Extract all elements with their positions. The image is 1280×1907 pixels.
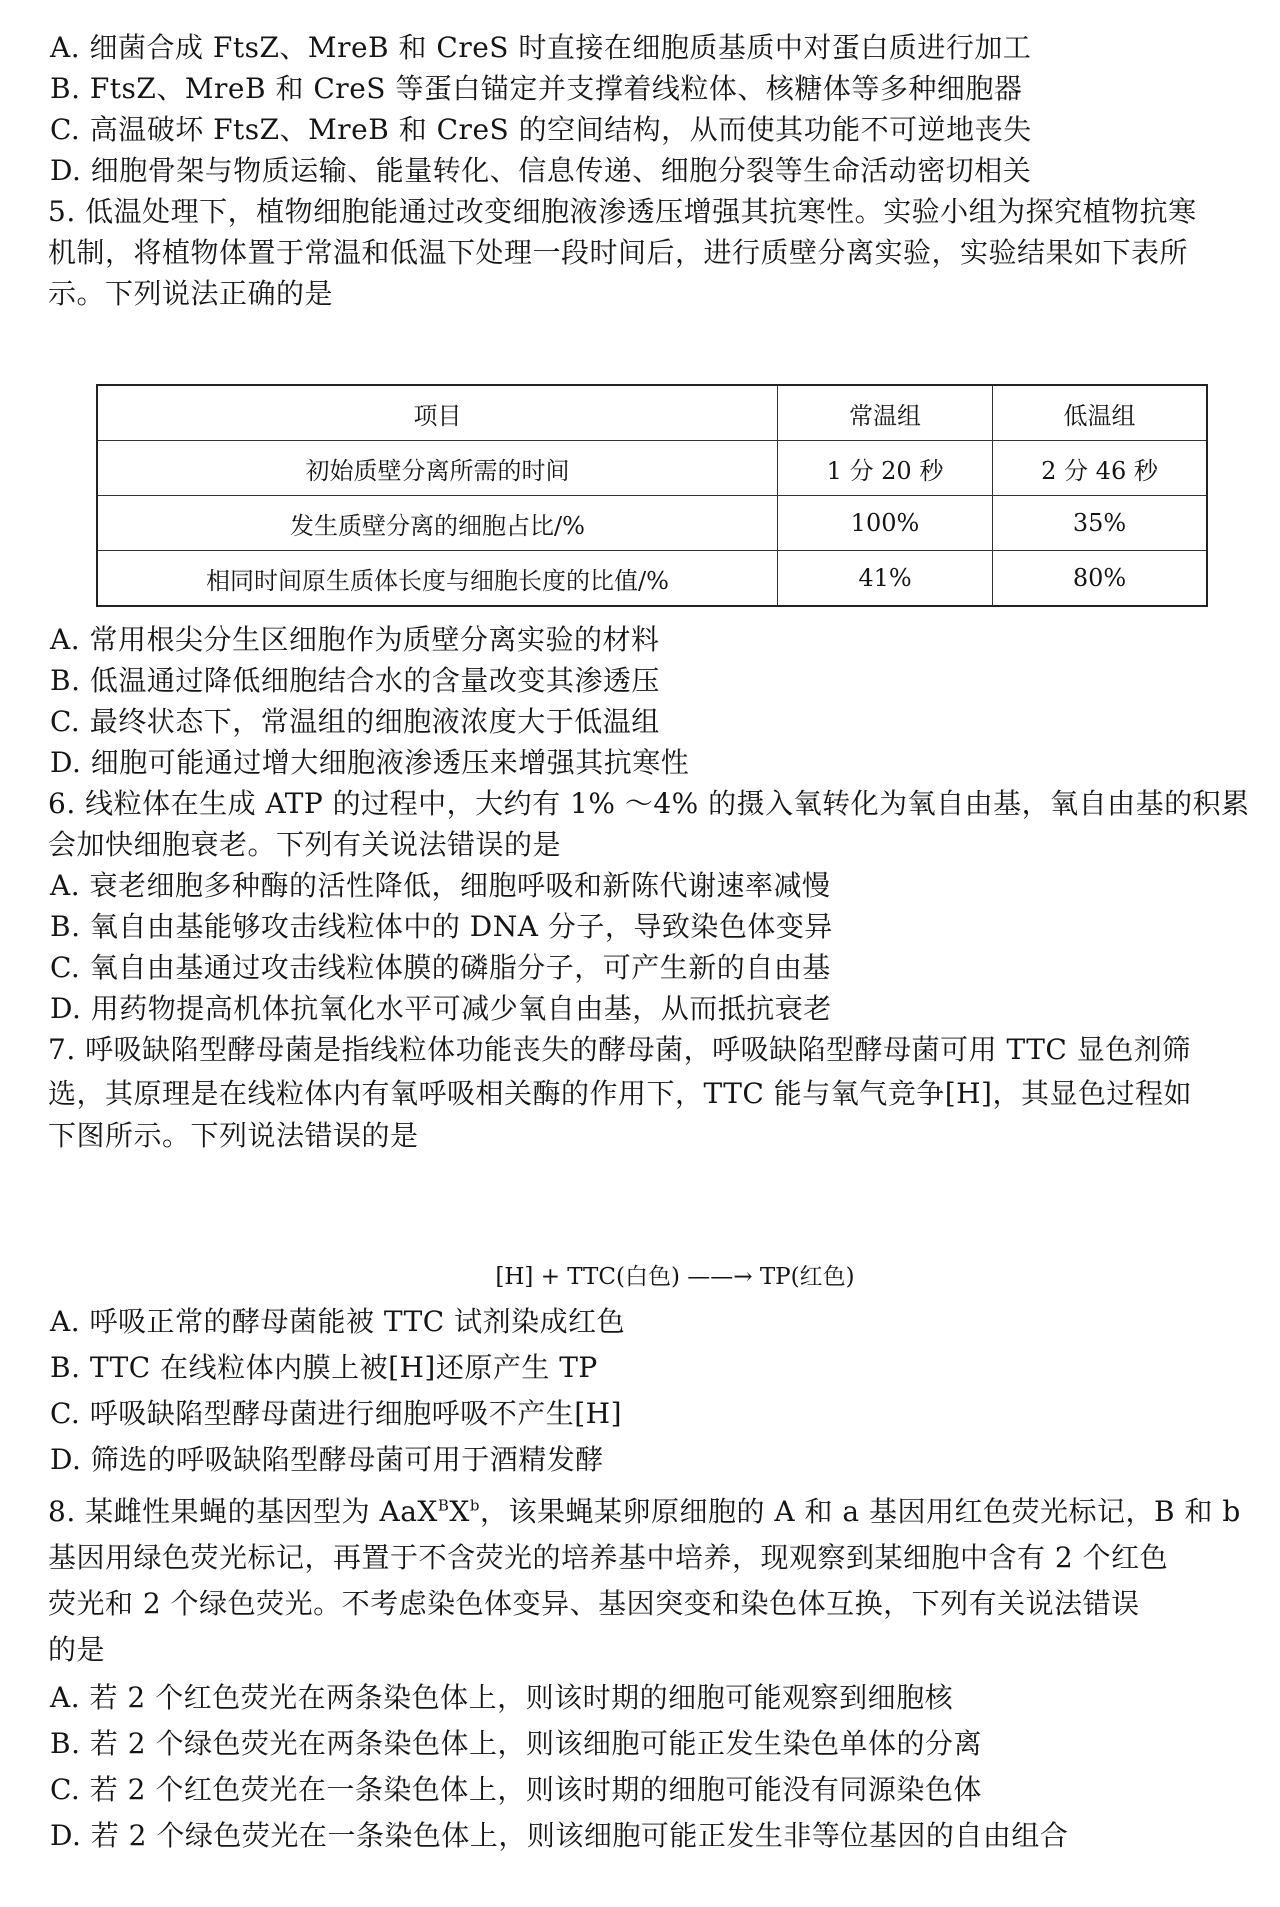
q4-option-b: B. FtsZ、MreB 和 CreS 等蛋白锚定并支撑着线粒体、核糖体等多种细胞器 (50, 72, 1023, 105)
q4-option-a: A. 细菌合成 FtsZ、MreB 和 CreS 时直接在细胞质基质中对蛋白质进行加工 (50, 31, 1032, 64)
q7-stem-line2: 选，其原理是在线粒体内有氧呼吸相关酶的作用下，TTC 能与氧气竞争[H]，其显色过程如 (48, 1077, 1192, 1110)
table-row (97, 496, 1207, 551)
genotype-superscript-b-upper: B (437, 1496, 450, 1515)
ttc-reaction-formula: [H] + TTC(白色) ——→ TP(红色) (495, 1264, 855, 1290)
q7-stem-line1: 7. 呼吸缺陷型酵母菌是指线粒体功能丧失的酵母菌，呼吸缺陷型酵母菌可用 TTC 显色剂筛 (48, 1033, 1191, 1066)
q8-stem-end: ，该果蝇某卵原细胞的 A 和 a 基因用红色荧光标记，B 和 b (479, 1495, 1241, 1528)
table-cell: 100% (777, 496, 992, 551)
q6-option-d: D. 用药物提高机体抗氧化水平可减少氧自由基，从而抵抗衰老 (50, 992, 832, 1025)
table-cell: 1 分 20 秒 (777, 441, 992, 496)
q5-option-a: A. 常用根尖分生区细胞作为质壁分离实验的材料 (50, 623, 660, 656)
q7-stem-line3: 下图所示。下列说法错误的是 (48, 1119, 419, 1152)
genotype-x: X (449, 1495, 470, 1528)
table-header-row (97, 385, 1207, 441)
q7-option-a: A. 呼吸正常的酵母菌能被 TTC 试剂染成红色 (50, 1305, 626, 1338)
q5-stem-line2: 机制，将植物体置于常温和低温下处理一段时间后，进行质壁分离实验，实验结果如下表所 (48, 236, 1189, 269)
table-cell: 41% (777, 551, 992, 607)
q8-stem-line4: 的是 (48, 1633, 106, 1666)
q8-option-c: C. 若 2 个红色荧光在一条染色体上，则该时期的细胞可能没有同源染色体 (50, 1773, 982, 1806)
q6-option-b: B. 氧自由基能够攻击线粒体中的 DNA 分子，导致染色体变异 (50, 910, 833, 943)
table-row (97, 551, 1207, 607)
q8-stem-line2: 基因用绿色荧光标记，再置于不含荧光的培养基中培养，现观察到某细胞中含有 2 个红色 (48, 1541, 1169, 1574)
q6-stem-line1: 6. 线粒体在生成 ATP 的过程中，大约有 1% ～4% 的摄入氧转化为氧自由基，氧自由基的积累 (48, 787, 1250, 820)
q7-option-b: B. TTC 在线粒体内膜上被[H]还原产生 TP (50, 1351, 598, 1384)
table-header: 项目 (97, 385, 777, 441)
q5-option-d: D. 细胞可能通过增大细胞液渗透压来增强其抗寒性 (50, 746, 690, 779)
q8-stem-start: 8. 某雌性果蝇的基因型为 AaX (48, 1495, 438, 1528)
table-row (97, 441, 1207, 496)
table-cell: 35% (993, 496, 1207, 551)
table-cell: 相同时间原生质体长度与细胞长度的比值/% (97, 551, 777, 607)
q8-option-d: D. 若 2 个绿色荧光在一条染色体上，则该细胞可能正发生非等位基因的自由组合 (50, 1819, 1069, 1852)
table-cell: 发生质壁分离的细胞占比/% (97, 496, 777, 551)
q8-stem-line3: 荧光和 2 个绿色荧光。不考虑染色体变异、基因突变和染色体互换，下列有关说法错误 (48, 1587, 1140, 1620)
table-cell: 80% (993, 551, 1207, 607)
q8-option-b: B. 若 2 个绿色荧光在两条染色体上，则该细胞可能正发生染色单体的分离 (50, 1727, 982, 1760)
q7-option-c: C. 呼吸缺陷型酵母菌进行细胞呼吸不产生[H] (50, 1397, 622, 1430)
q6-option-a: A. 衰老细胞多种酶的活性降低，细胞呼吸和新陈代谢速率减慢 (50, 869, 831, 902)
table-cell: 2 分 46 秒 (993, 441, 1207, 496)
table-cell: 初始质壁分离所需的时间 (97, 441, 777, 496)
q6-stem-line2: 会加快细胞衰老。下列有关说法错误的是 (48, 828, 562, 861)
q5-option-b: B. 低温通过降低细胞结合水的含量改变其渗透压 (50, 664, 660, 697)
q8-stem-line1 (48, 1494, 1260, 1530)
q8-option-a: A. 若 2 个红色荧光在两条染色体上，则该时期的细胞可能观察到细胞核 (50, 1681, 954, 1714)
experiment-table (96, 384, 1208, 607)
table-header: 低温组 (993, 385, 1207, 441)
q4-option-d: D. 细胞骨架与物质运输、能量转化、信息传递、细胞分裂等生命活动密切相关 (50, 154, 1032, 187)
genotype-superscript-b-lower: b (469, 1496, 480, 1515)
q5-option-c: C. 最终状态下，常温组的细胞液浓度大于低温组 (50, 705, 660, 738)
q6-option-c: C. 氧自由基通过攻击线粒体膜的磷脂分子，可产生新的自由基 (50, 951, 831, 984)
q7-option-d: D. 筛选的呼吸缺陷型酵母菌可用于酒精发酵 (50, 1443, 604, 1476)
table-header: 常温组 (777, 385, 992, 441)
q5-stem-line3: 示。下列说法正确的是 (48, 277, 334, 310)
q5-stem-line1: 5. 低温处理下，植物细胞能通过改变细胞液渗透压增强其抗寒性。实验小组为探究植物抗寒 (48, 195, 1197, 228)
q4-option-c: C. 高温破坏 FtsZ、MreB 和 CreS 的空间结构，从而使其功能不可逆地丧失 (50, 113, 1032, 146)
